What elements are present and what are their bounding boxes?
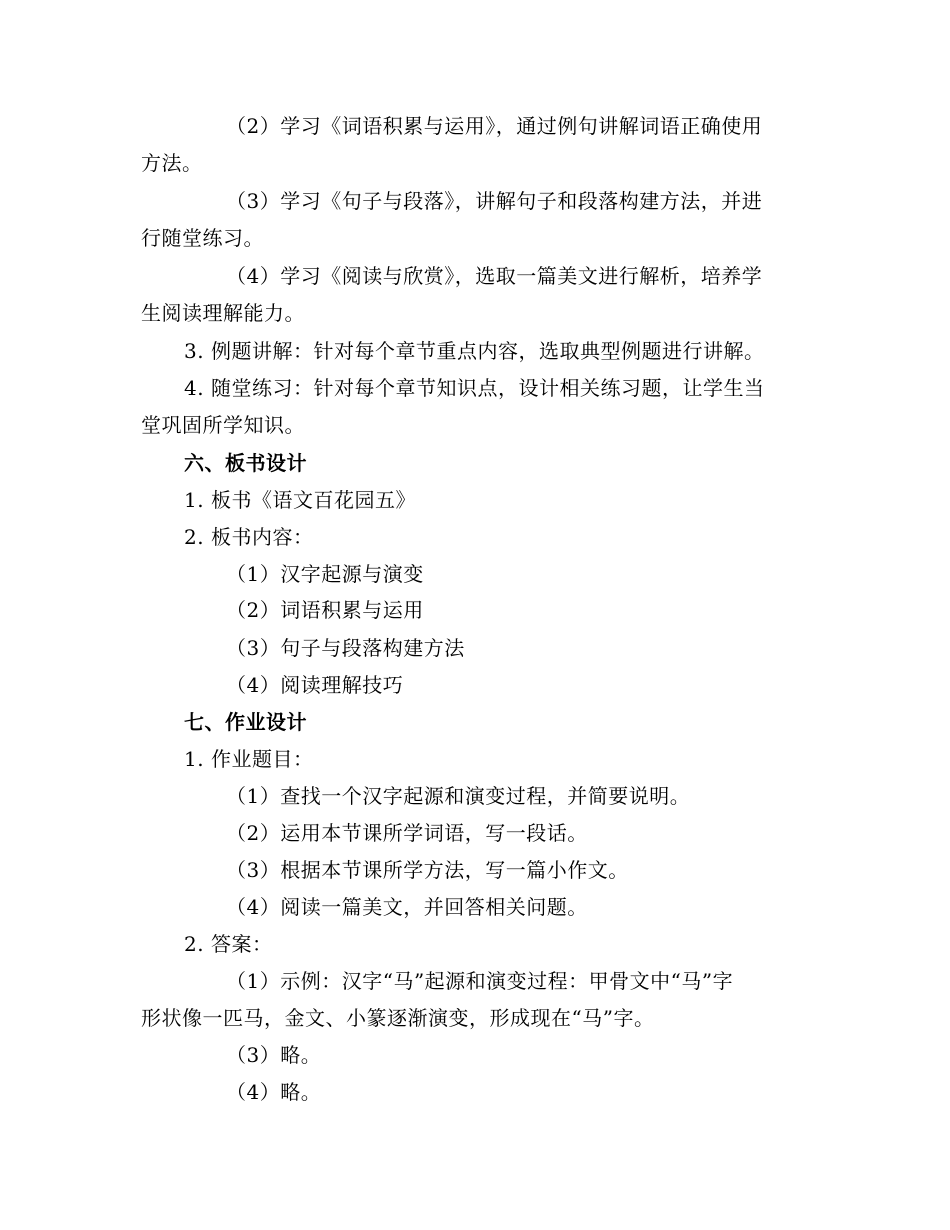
paragraph-line: （4）学习《阅读与欣赏》，选取一篇美文进行解析，培养学	[226, 264, 763, 288]
sub-list-item: （2）运用本节课所学词语，写一段话。	[226, 821, 588, 845]
list-item: 2. 答案：	[184, 932, 273, 956]
sub-list-item: （1）汉字起源与演变	[226, 562, 424, 586]
sub-list-item: （4）阅读理解技巧	[226, 673, 404, 697]
sub-list-item: （4）略。	[226, 1080, 322, 1104]
section-heading: 七、作业设计	[184, 710, 307, 734]
list-item: 2. 板书内容：	[184, 525, 314, 549]
section-heading: 六、板书设计	[184, 451, 307, 475]
paragraph-line: 堂巩固所学知识。	[141, 413, 305, 437]
paragraph-line: 方法。	[141, 151, 203, 175]
sub-list-item: （2）词语积累与运用	[226, 598, 424, 622]
list-item: 1. 板书《语文百花园五》	[184, 488, 416, 512]
sub-list-item: （3）句子与段落构建方法	[226, 636, 465, 660]
sub-list-item: （4）阅读一篇美文，并回答相关问题。	[226, 895, 588, 919]
sub-list-item: （3）略。	[226, 1043, 322, 1067]
paragraph-line: 形状像一匹马，金文、小篆逐渐演变，形成现在“马”字。	[141, 1006, 655, 1030]
paragraph-line: （3）学习《句子与段落》，讲解句子和段落构建方法，并进	[226, 189, 763, 213]
paragraph-line: 生阅读理解能力。	[141, 301, 305, 325]
paragraph-line: 行随堂练习。	[141, 226, 264, 250]
paragraph-line: （2）学习《词语积累与运用》，通过例句讲解词语正确使用	[226, 114, 763, 138]
list-item: 1. 作业题目：	[184, 747, 314, 771]
list-item: 4. 随堂练习：针对每个章节知识点，设计相关练习题，让学生当	[184, 376, 765, 400]
sub-list-item: （3）根据本节课所学方法，写一篇小作文。	[226, 858, 629, 882]
sub-list-item: （1）查找一个汉字起源和演变过程，并简要说明。	[226, 784, 691, 808]
list-item: 3. 例题讲解：针对每个章节重点内容，选取典型例题进行讲解。	[184, 339, 765, 363]
sub-list-item: （1）示例：汉字“马”起源和演变过程：甲骨文中“马”字	[226, 969, 734, 993]
